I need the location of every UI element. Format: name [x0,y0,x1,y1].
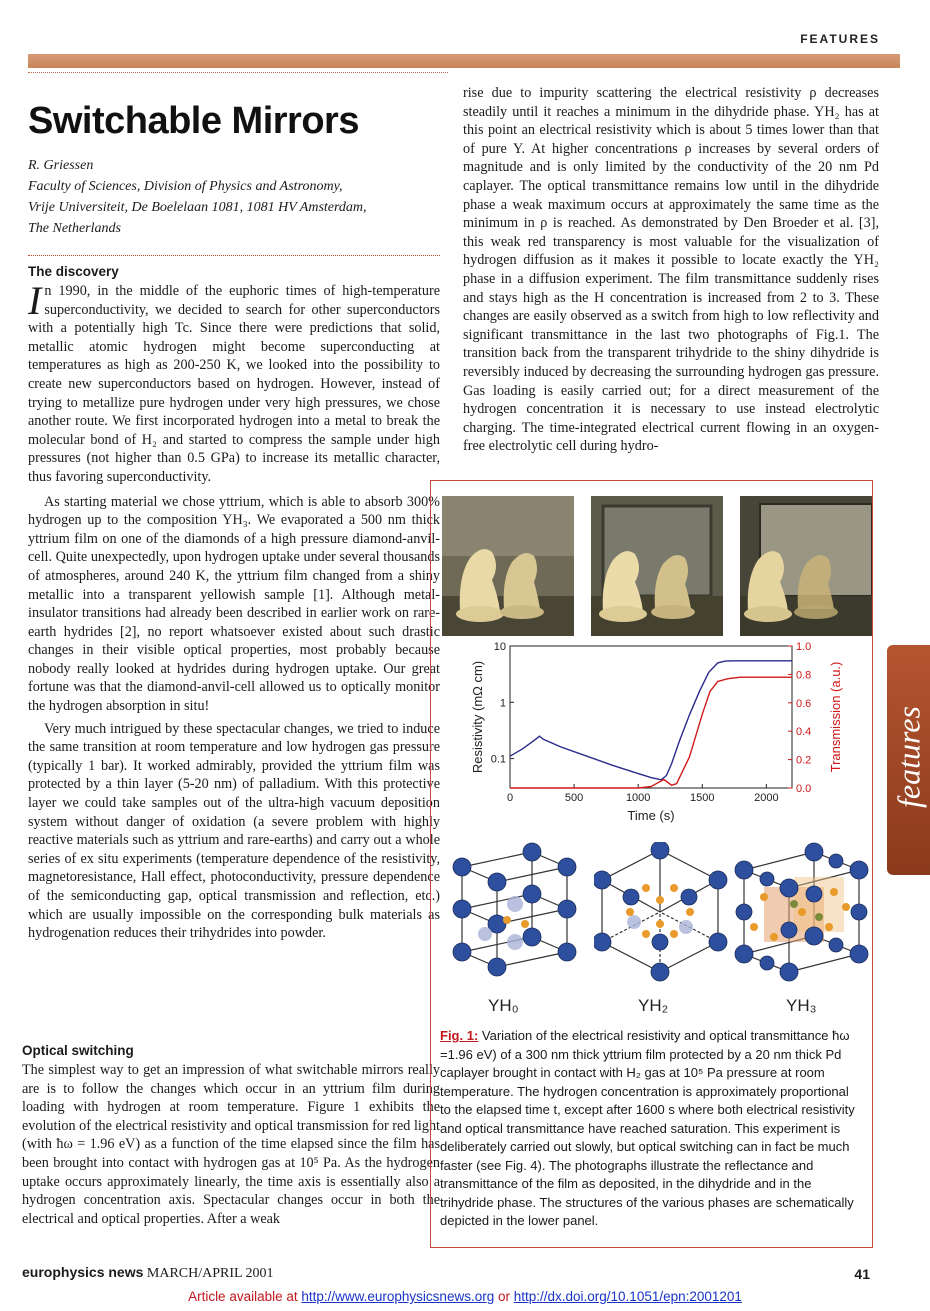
y-tick-label: 1 [499,697,506,710]
section-heading: The discovery [28,264,119,279]
article-note-prefix: Article available at [188,1289,302,1304]
y2-tick-label: 0.4 [796,726,812,739]
photo-trihydride [740,496,872,636]
transmission-series-line [510,677,792,788]
paragraph-text: n 1990, in the middle of the euphoric times of high-temperature superconductivity, we decided to search for other superconductors with a potentially high Tc. Since there were predictions that solid, metallic atomic hydrogen might become superconducting at temperatures as high as 200-250 K, we looked into the possibility to create new superconductors based on hydrogen. However, instead of trying to metallize pure hydrogen under very high pressures, we chose another route. We first incorporated hydrogen into a metal to break the molecular bond of H₂ and started to compress the sample under high pressures (not higher than 0.5 GPa) to increase its metallic character, thus favoring superconductivity. [28,283,440,485]
plot-area [510,646,792,788]
left-column-top [28,264,440,943]
header-color-bar [28,54,900,68]
structure-label-yh2: YH₂ [638,996,669,1015]
y2-tick-label: 0.8 [796,669,812,682]
side-tab-label: features [890,706,927,808]
y2-tick-label: 0.0 [796,783,812,795]
paragraph: As starting material we chose yttrium, which is able to absorb 300% hydrogen up to the composition YH₃. We evaporated a 500 nm thick yttrium film on one of the diamonds of a high pressure diamond-anvil-cell. Quite unexpectedly, upon hydrogen uptake under several thousands of atmospheres, around 240 K, the yttrium film changed from a shiny metallic into a transparent yellowish sample [1]. Although metal-insulator transitions had already been described in earlier work on rare-earth hydrides [2], no report whatsoever existed about such drastic changes in their visible optical properties, most probably because nobody really looked at hydrides during hydrogen uptake. Our great fortune was that the diamond-anvil-cell allowed us to optically monitor the hydrogen absorption in situ! [28,493,440,715]
left-column-bottom [22,1043,440,1228]
author-affiliation: The Netherlands [28,221,121,236]
right-column [463,84,879,456]
paragraph: The simplest way to get an impression of what switchable mirrors really are is to follow the changes which occur in an yttrium film during loading with hydrogen at room temperature. Figure 1 exhibits the evolution of the electrical resistivity and optical transmission for red light (with ħω = 1.96 eV) as a function of the time elapsed since the film has been brought into contact with hydrogen gas at 10⁵ Pa. As the hydrogen uptake occurs approximately linearly, the time axis is essentially also a hydrogen concentration axis. Spectacular changes occur in both the electrical and optical properties. After a weak [22,1062,440,1227]
x-tick-label: 0 [506,792,514,804]
section-header-label: FEATURES [800,32,880,46]
y2-tick-label: 0.6 [796,697,812,710]
author-affiliation: Vrije Universiteit, De Boelelaan 1081, 1081 HV Amsterdam, [28,200,367,215]
issue-date: MARCH/APRIL 2001 [143,1266,274,1281]
y2-tick-label: 0.2 [796,754,812,767]
x-tick-label: 2000 [754,792,779,804]
y2-axis-label: Transmission (a.u.) [828,661,843,773]
yh2-structure-diagram [594,842,729,982]
europhysicsnews-link[interactable]: http://www.europhysicsnews.org [301,1289,495,1304]
page-number: 41 [854,1266,870,1282]
author-divider [28,255,440,256]
header-divider [28,72,448,73]
y2-tick-label: 1.0 [796,641,812,653]
article-availability-note [0,1289,930,1304]
features-side-tab [887,645,930,875]
yh3-structure-diagram [734,842,869,982]
y-tick-label: 0.1 [490,753,506,766]
figure-caption-label[interactable]: Fig. 1: [440,1028,479,1043]
author-block [28,155,443,239]
figure-caption-text: Variation of the electrical resistivity and optical transmittance ħω =1.96 eV) of a 300 nm thick yttrium film protected by a 20 nm thick Pd caplayer brought in contact with H₂ gas at 10⁵ Pa pressure at room temperature. The hydrogen concentration is approximately proportional to the elapsed time t, except after 1600 s where both electrical resistivity and optical transmittance have reached saturation. This experiment is deliberately carried out slowly, but optical switching can in fact be much faster (see Fig. 4). The photographs illustrate the reflectance and transmittance of the film as deposited, in the dihydride and in the trihydride phase. The structures of the various phases are schematically depicted in the lower panel. [440,1028,855,1228]
footer-magazine [22,1264,274,1282]
author-name: R. Griessen [28,158,94,173]
x-tick-label: 500 [564,792,584,804]
paragraph [28,278,440,487]
structure-label-yh0: YH₀ [488,996,519,1015]
y-tick-label: 10 [493,641,506,653]
photo-dihydride [591,496,723,636]
yh0-structure-diagram [447,842,582,982]
doi-link[interactable]: http://dx.doi.org/10.1051/epn:2001201 [513,1289,742,1304]
paragraph: rise due to impurity scattering the electrical resistivity ρ decreases steadily until it reaches a minimum in the dihydride phase. YH₂ has at this point an electrical resistivity which is about 5 times lower than that of pure Y. At higher concentrations ρ increases by several orders of magnitude and is only limited by the conductivity of the 20 nm Pd caplayer. The optical transmittance remains low until in the dihydride phase a weak maximum occurs at approximately the same time as the minimum in ρ is reached. As demonstrated by Den Broeder et al. [3], this weak red transparency is most valuable for the visualization of hydrogen diffusion as it makes it possible to locate exactly the YH₂ phase in a diffusion experiment. The film transmittance suddenly rises and stays high as the H concentration is increased from 2 to 3. These changes are easily observed as a switch from high to low reflectivity and significant transmittance in the last two photographs of Fig.1. The transition back from the transparent trihydride to the shiny dihydride is reversibly induced by decreasing the surrounding hydrogen gas pressure. Gas loading is easily carried out; for a direct measurement of the hydrogen concentration it is necessary to use instead electrolytic charging. The time-integrated electrical current flowing in an oxygen-free electrolytic cell during hydro- [463,85,879,455]
figure-caption [440,1027,863,1231]
drop-cap: I [28,278,42,323]
x-tick-label: 1000 [625,792,651,804]
paragraph: Very much intrigued by these spectacular changes, we tried to induce the same transition at room temperature and low hydrogen gas pressure (typically 1 bar). It worked admirably, provided the yttrium film was protected by a thin layer (5-20 nm) of palladium. With this protective layer we could take samples out of the ultra-high vacuum deposition system without danger of oxidation (a severe problem with highly reactive materials such as yttrium and rare-earths) and carry out a whole series of ex situ experiments (temperature dependence of the resistivity, magnetoresistance, Hall effect, photoconductivity, pressure dependence of the semiconducting gap, optical transmission and reflection, etc.) which are usually impossible on the corresponding bulk materials as hydrogenation reduces their trihydrides into powder. [28,720,440,942]
structure-label-yh3: YH₃ [786,996,817,1015]
article-note-or: or [494,1289,514,1304]
magazine-name: europhysics news [22,1264,144,1280]
author-affiliation: Faculty of Sciences, Division of Physics and Astronomy, [28,179,343,194]
y-axis-label: Resistivity (mΩ cm) [470,660,485,774]
resistivity-series-line [510,661,792,780]
article-title: Switchable Mirrors [28,100,359,142]
x-tick-label: 1500 [690,792,715,804]
resistivity-transmission-chart [462,634,858,830]
x-axis-label: Time (s) [627,808,675,823]
section-heading: Optical switching [22,1043,134,1058]
photo-as-deposited [442,496,574,636]
